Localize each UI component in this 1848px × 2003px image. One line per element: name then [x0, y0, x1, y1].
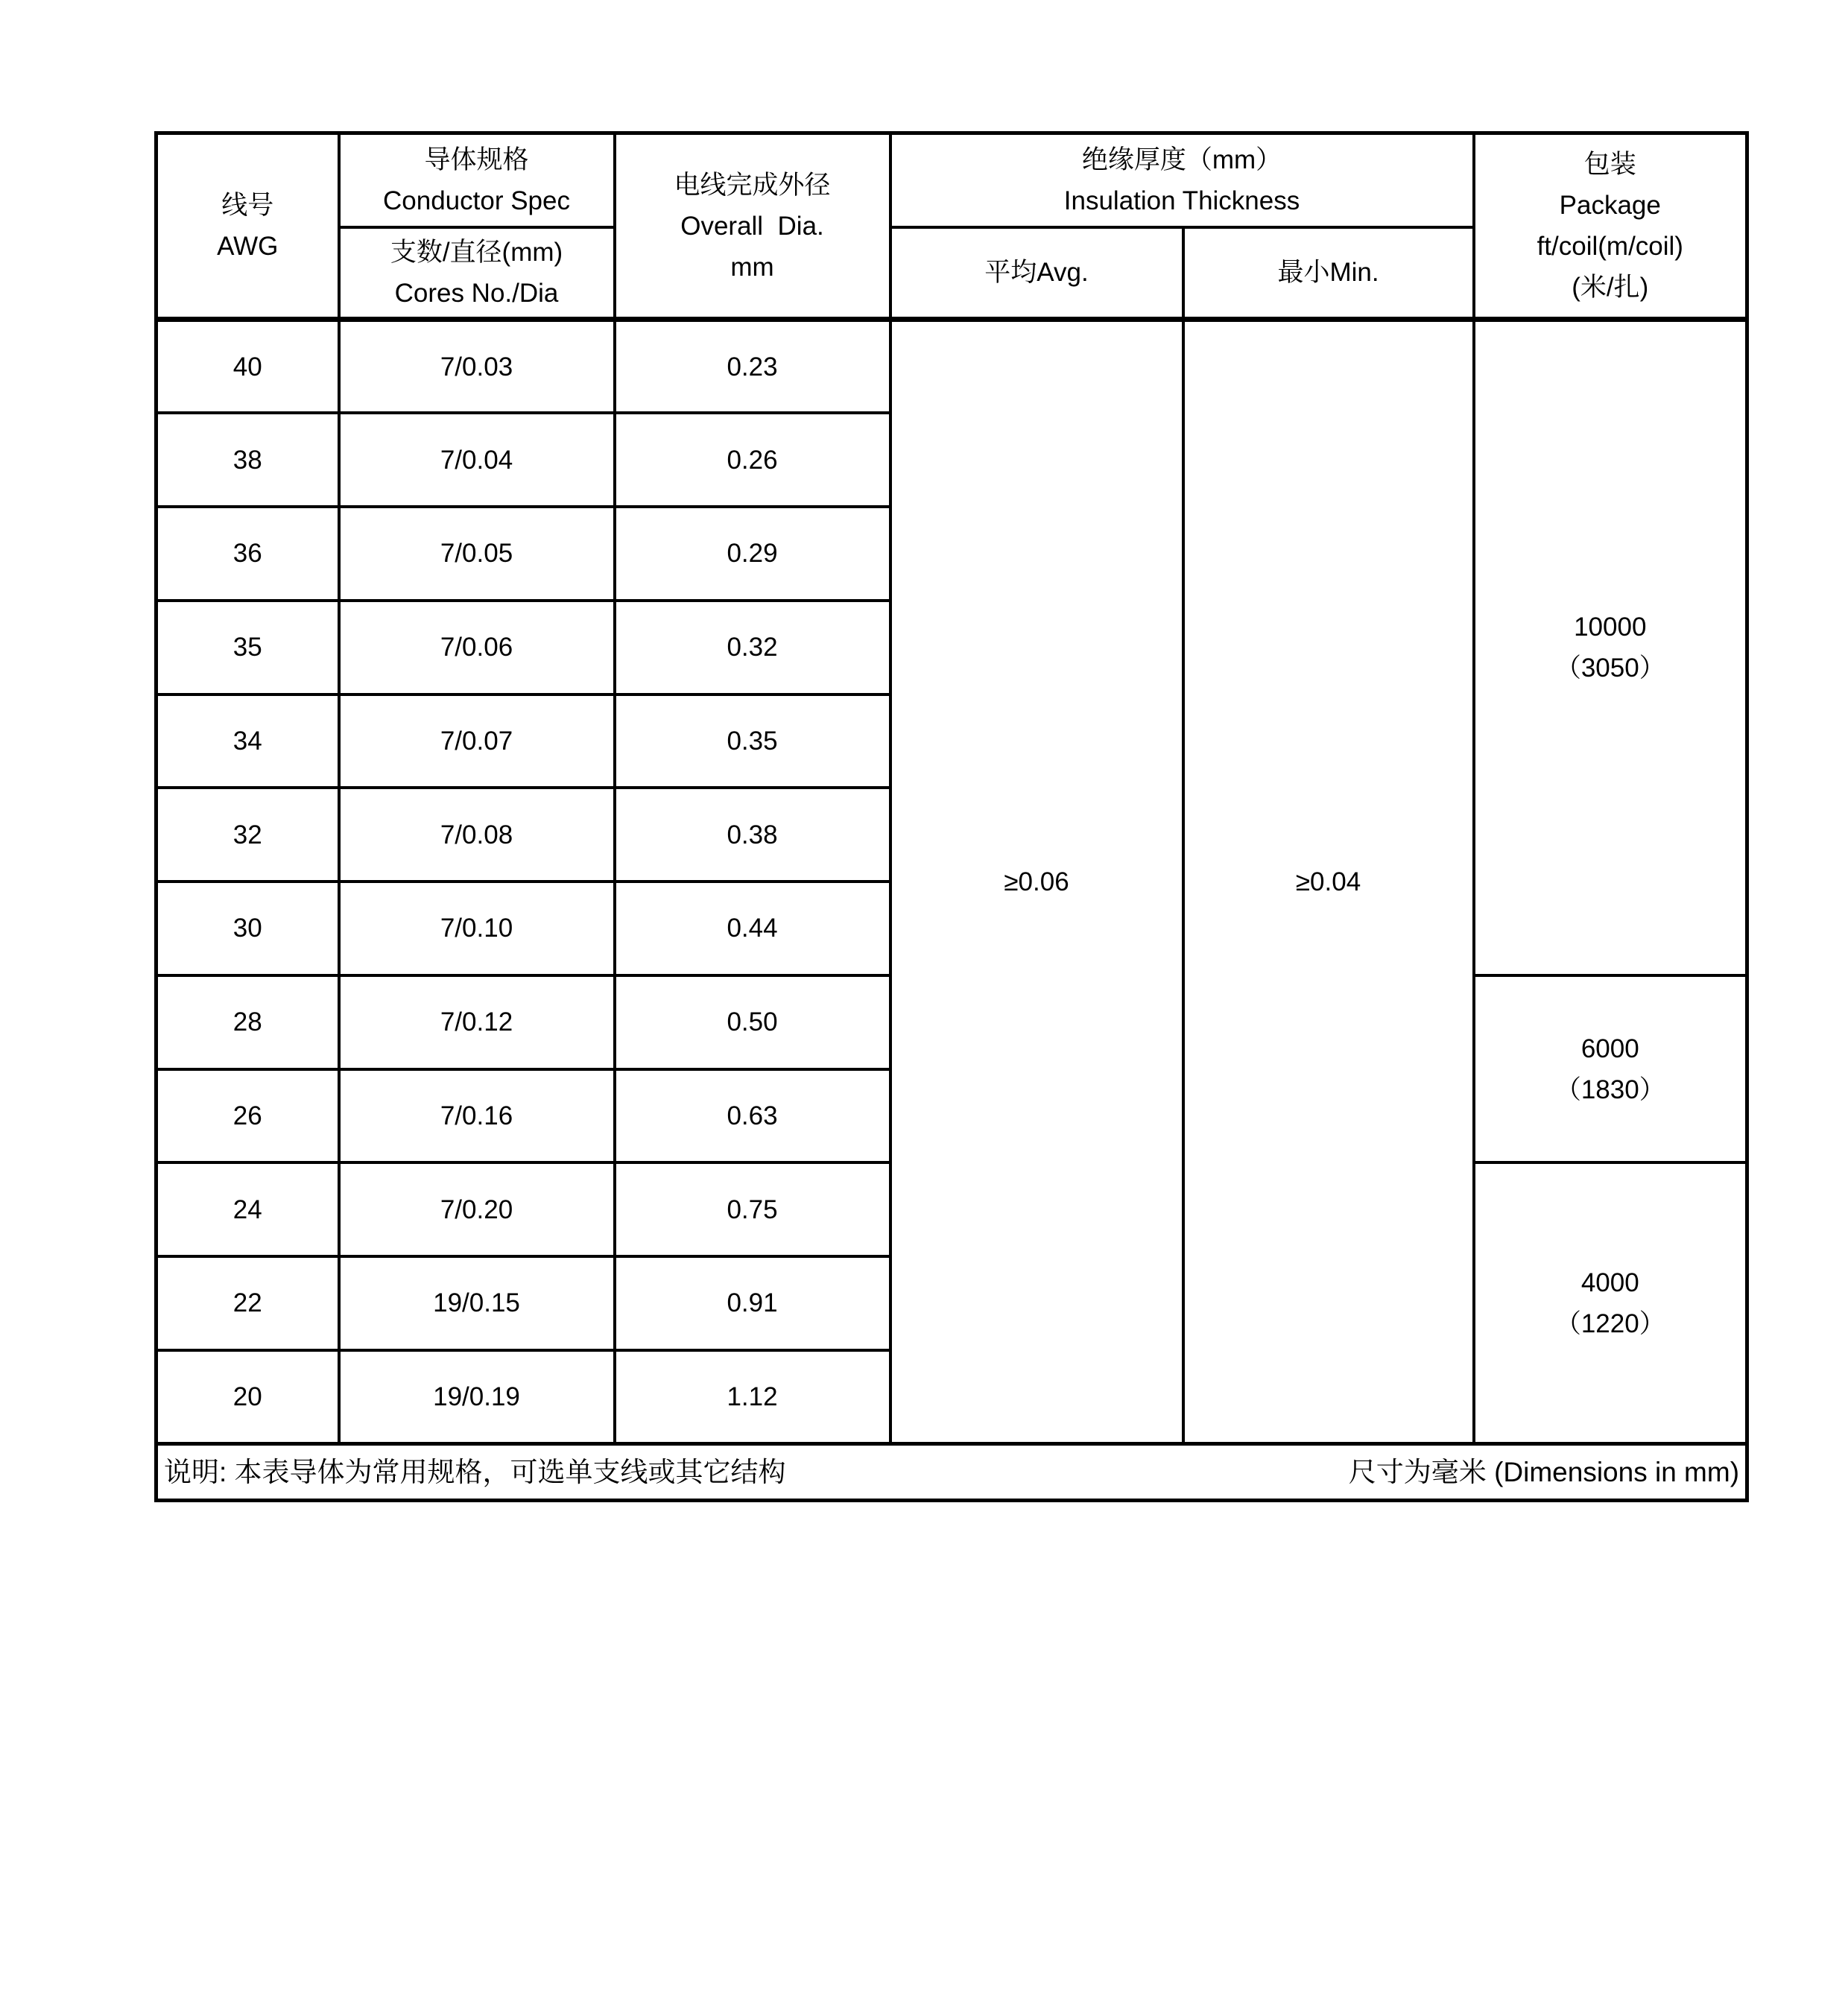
awg-cell: 22	[156, 1256, 339, 1350]
header-insulation-en: Insulation Thickness	[1063, 186, 1300, 215]
cores-cell: 7/0.04	[339, 413, 615, 507]
cores-cell: 7/0.03	[339, 320, 615, 414]
header-insulation-cn: 绝缘厚度（mm）	[1081, 145, 1282, 174]
footer-note: 说明: 本表导体为常用规格，可选单支线或其它结构	[164, 1457, 786, 1487]
cores-cell: 7/0.12	[339, 975, 615, 1069]
header-overall-dia-cn: 电线完成外径	[674, 170, 831, 200]
dia-cell: 0.29	[615, 507, 890, 601]
awg-cell: 28	[156, 975, 339, 1069]
awg-cell: 40	[156, 320, 339, 414]
header-package-cell	[1474, 133, 1747, 320]
footer-note-cell	[156, 1444, 1747, 1501]
cores-cell: 7/0.16	[339, 1069, 615, 1163]
header-cores-cell	[339, 227, 615, 320]
awg-cell: 38	[156, 413, 339, 507]
header-overall-dia-en: Overall Dia.	[680, 211, 824, 241]
awg-cell: 36	[156, 507, 339, 601]
awg-cell: 24	[156, 1162, 339, 1256]
package-cell-10000	[1474, 320, 1747, 975]
package-qty: 6000	[1580, 1034, 1639, 1063]
package-meters: （1220）	[1554, 1309, 1665, 1338]
dia-cell: 0.91	[615, 1256, 890, 1350]
footer-row	[156, 1444, 1747, 1501]
cores-cell: 7/0.10	[339, 882, 615, 975]
dia-cell: 0.32	[615, 601, 890, 694]
header-min-cell: 最小Min.	[1183, 227, 1474, 320]
cores-cell: 7/0.06	[339, 601, 615, 694]
awg-cell: 30	[156, 882, 339, 975]
header-package-unit: ft/coil(m/coil)	[1537, 232, 1683, 261]
header-package-en: Package	[1559, 191, 1661, 220]
awg-cell: 20	[156, 1350, 339, 1444]
header-row-1	[156, 133, 1747, 227]
package-qty: 10000	[1574, 613, 1647, 642]
dia-cell: 0.50	[615, 975, 890, 1069]
awg-cell: 34	[156, 694, 339, 788]
package-qty: 4000	[1580, 1268, 1639, 1297]
dia-cell: 0.26	[615, 413, 890, 507]
awg-cell: 35	[156, 601, 339, 694]
insulation-avg-cell: ≥0.06	[890, 320, 1183, 1444]
dia-cell: 0.35	[615, 694, 890, 788]
package-meters: （1830）	[1554, 1075, 1665, 1104]
header-avg-cell: 平均Avg.	[890, 227, 1183, 320]
cores-cell: 7/0.07	[339, 694, 615, 788]
header-awg-cn: 线号	[221, 191, 274, 220]
package-cell-6000	[1474, 975, 1747, 1163]
package-meters: （3050）	[1554, 654, 1665, 683]
header-cores-cn: 支数/直径(mm)	[390, 237, 563, 267]
cores-cell: 7/0.20	[339, 1162, 615, 1256]
dia-cell: 0.75	[615, 1162, 890, 1256]
cores-cell: 7/0.05	[339, 507, 615, 601]
footer-note-wrap	[158, 1452, 1745, 1493]
cores-cell: 19/0.15	[339, 1256, 615, 1350]
awg-cell: 32	[156, 788, 339, 882]
wire-spec-table	[154, 131, 1749, 1502]
table-row	[156, 320, 1747, 414]
dia-cell: 0.38	[615, 788, 890, 882]
header-cores-en: Cores No./Dia	[394, 278, 559, 308]
header-awg-en: AWG	[217, 232, 279, 261]
header-package-unit-cn: (米/扎)	[1572, 273, 1649, 302]
header-awg-cell	[156, 133, 339, 320]
header-package-cn: 包装	[1583, 150, 1636, 179]
cores-cell: 7/0.08	[339, 788, 615, 882]
dia-cell: 0.23	[615, 320, 890, 414]
cores-cell: 19/0.19	[339, 1350, 615, 1444]
header-overall-dia-cell	[615, 133, 890, 320]
insulation-min-cell: ≥0.04	[1183, 320, 1474, 1444]
dia-cell: 0.44	[615, 882, 890, 975]
dia-cell: 0.63	[615, 1069, 890, 1163]
header-insulation-cell	[890, 133, 1474, 227]
footer-dimensions-note: 尺寸为毫米 (Dimensions in mm)	[1348, 1457, 1740, 1487]
header-overall-dia-unit: mm	[730, 252, 774, 282]
dia-cell: 1.12	[615, 1350, 890, 1444]
package-cell-4000	[1474, 1162, 1747, 1443]
header-conductor-spec-cn: 导体规格	[424, 145, 529, 174]
awg-cell: 26	[156, 1069, 339, 1163]
header-conductor-spec-cell	[339, 133, 615, 227]
header-conductor-spec-en: Conductor Spec	[383, 186, 570, 215]
